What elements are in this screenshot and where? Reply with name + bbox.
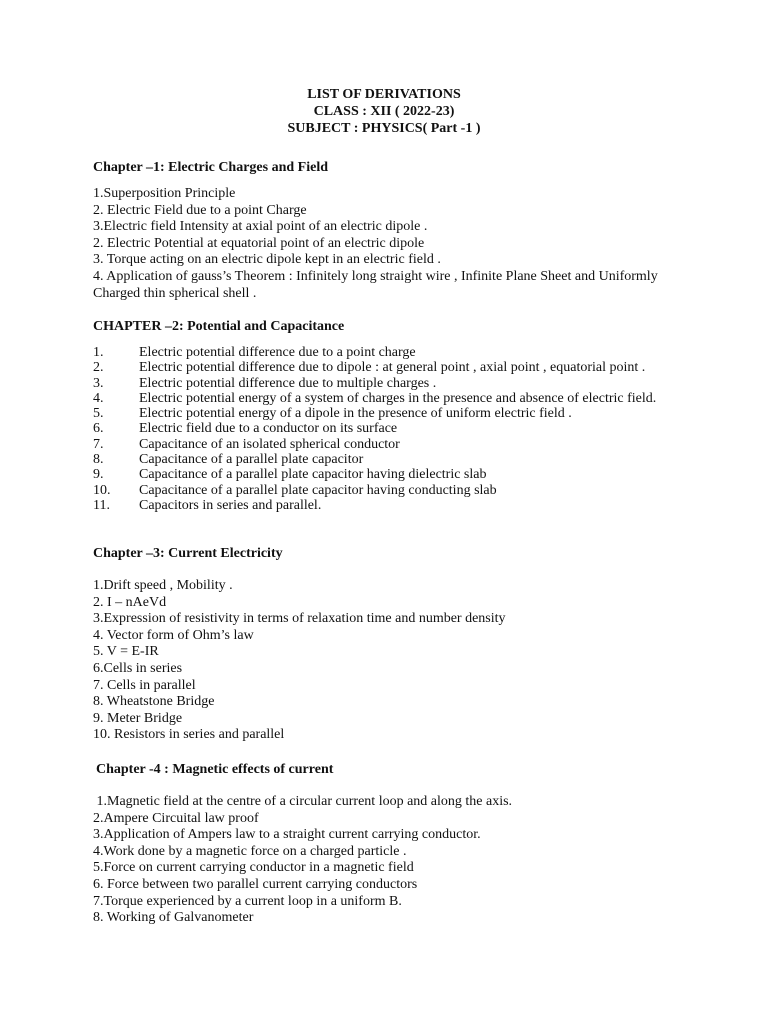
item-number: 5.: [93, 406, 104, 422]
list-item: 6.Cells in series: [93, 660, 183, 676]
list-item: [93, 467, 656, 482]
list-item: 2. I – nAeVd: [93, 594, 167, 610]
list-item: 4. Application of gauss’s Theorem : Infinitely long straight wire , Infinite Plane Sheet and Uniformly: [93, 268, 658, 284]
chapter-4-heading: Chapter -4 : Magnetic effects of current: [96, 762, 334, 777]
list-item: 4. Vector form of Ohm’s law: [93, 627, 254, 643]
item-text: Capacitance of an isolated spherical conductor: [139, 436, 400, 452]
item-text: Capacitance of a parallel plate capacitor having dielectric slab: [139, 467, 487, 483]
list-item: 8. Wheatstone Bridge: [93, 694, 215, 710]
item-number: 7.: [93, 436, 104, 452]
list-item: Charged thin spherical shell .: [93, 285, 257, 301]
chapter-3-list: [93, 578, 693, 744]
subject-line: SUBJECT : PHYSICS( Part -1 ): [287, 121, 481, 136]
item-text: Capacitance of a parallel plate capacitor: [139, 452, 364, 468]
document-header: [0, 86, 768, 137]
list-item: [93, 376, 656, 391]
item-number: 2.: [93, 360, 104, 376]
list-item: 3. Torque acting on an electric dipole kept in an electric field .: [93, 252, 441, 268]
item-number: 9.: [93, 467, 104, 483]
item-text: Electric potential difference due to multiple charges .: [139, 375, 437, 391]
list-item: 3.Electric field Intensity at axial point of an electric dipole .: [93, 219, 428, 235]
item-text: Electric potential difference due to a point charge: [139, 345, 416, 360]
item-number: 6.: [93, 421, 104, 437]
item-number: 1.: [93, 345, 104, 360]
list-item: 2.Ampere Circuital law proof: [93, 810, 259, 826]
list-item: 1.Magnetic field at the centre of a circular current loop and along the axis.: [93, 794, 513, 809]
item-number: 8.: [93, 452, 104, 468]
list-item: 6. Force between two parallel current carrying conductors: [93, 876, 418, 892]
item-text: Electric field due to a conductor on its surface: [139, 421, 398, 437]
chapter-2-heading: CHAPTER –2: Potential and Capacitance: [93, 319, 345, 334]
list-item: [93, 498, 656, 513]
list-item: 3.Application of Ampers law to a straight current carrying conductor.: [93, 827, 481, 843]
list-item: 2. Electric Field due to a point Charge: [93, 202, 307, 218]
item-number: 3.: [93, 375, 104, 391]
list-item: 5. V = E-IR: [93, 644, 159, 660]
chapter-3-heading: Chapter –3: Current Electricity: [93, 546, 283, 561]
list-item: 10. Resistors in series and parallel: [93, 727, 285, 743]
list-item: 9. Meter Bridge: [93, 710, 183, 726]
list-item: 8. Working of Galvanometer: [93, 910, 254, 926]
chapter-2-list: [93, 345, 656, 513]
list-item: 7.Torque experienced by a current loop in a uniform B.: [93, 893, 402, 909]
chapter-1-heading: Chapter –1: Electric Charges and Field: [93, 160, 328, 175]
class-line: CLASS : XII ( 2022-23): [313, 104, 455, 119]
list-item: 1.Drift speed , Mobility .: [93, 578, 233, 593]
item-text: Electric potential difference due to dipole : at general point , axial point , equatorial point .: [139, 360, 646, 376]
item-text: Capacitors in series and parallel.: [139, 497, 322, 513]
item-text: Electric potential energy of a system of charges in the presence and absence of electric field.: [139, 390, 657, 406]
list-item: [93, 406, 656, 421]
item-number: 10.: [93, 482, 111, 498]
chapter-1-list: [93, 186, 693, 302]
list-item: [93, 391, 656, 406]
list-item: [93, 360, 656, 375]
list-item: [93, 483, 656, 498]
list-item: 4.Work done by a magnetic force on a charged particle .: [93, 843, 407, 859]
item-text: Capacitance of a parallel plate capacitor having conducting slab: [139, 482, 497, 498]
list-item: 7. Cells in parallel: [93, 677, 196, 693]
list-item: 5.Force on current carrying conductor in a magnetic field: [93, 860, 414, 876]
list-item: [93, 452, 656, 467]
document-title: LIST OF DERIVATIONS: [307, 87, 461, 102]
list-item: [93, 345, 656, 360]
list-item: 1.Superposition Principle: [93, 186, 236, 201]
list-item: [93, 421, 656, 436]
chapter-4-list: [93, 794, 693, 927]
list-item: 2. Electric Potential at equatorial point of an electric dipole: [93, 235, 425, 251]
item-number: 4.: [93, 390, 104, 406]
item-number: 11.: [93, 497, 110, 513]
list-item: 3.Expression of resistivity in terms of relaxation time and number density: [93, 611, 506, 627]
item-text: Electric potential energy of a dipole in the presence of uniform electric field .: [139, 406, 572, 422]
list-item: [93, 437, 656, 452]
